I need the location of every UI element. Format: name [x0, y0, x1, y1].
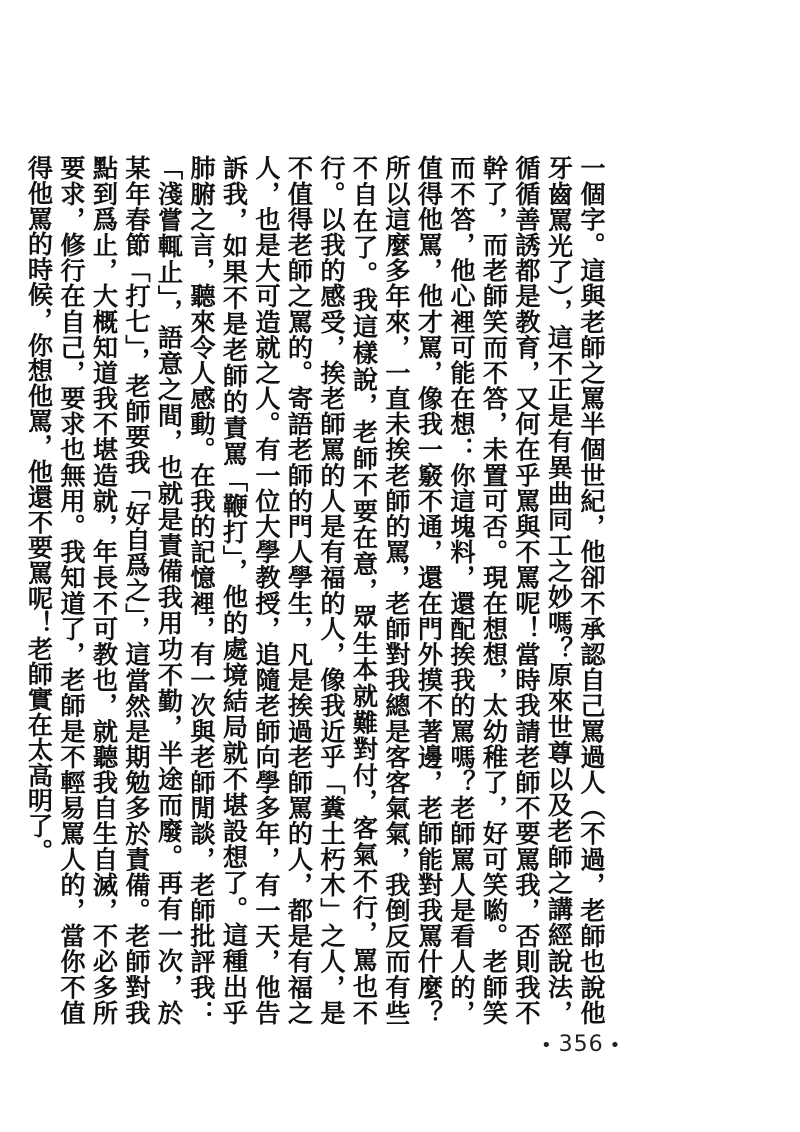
page-number-left-dot: • — [541, 1034, 553, 1056]
page-number: 356 — [558, 1032, 604, 1057]
vertical-body-text: 一個字。這與老師之罵半個世紀，他卻不承認自己罵過人（不過，老師也說他牙齒罵光了），這不正是有異曲同工之妙嗎？原來世尊以及老師之講經說法，循循善誘都是教育，又何在乎罵與不罵呢！當時我請老師不要罵我，否則我不幹了，而老師笑而不答，未置可否。現在想想，太幼稚了，好可笑喲。老師笑而不答，他心裡可能在想：你這塊料，還配挨我的罵嗎？老師罵人是看人的，值得他罵，他才罵，像我一竅不通，還在門外摸不著邊，老師能對我罵什麼？所以這麼多年來，一直未挨老師的罵，老師對我總是客客氣氣，我倒反而有些不自在了。我這樣說，老師不要在意，眾生本就難對付，客氣不行，罵也不行。以我的感受，挨老師罵的人是有福的人，像我近乎「糞土朽木」之人，是不值得老師之罵的。寄語老師的門人學生，凡是挨過老師罵的人，都是有福之人，也是大可造就之人。有一位大學教授，追隨老師向學多年，有一天，他告訴我，如果不是老師的責罵「鞭打」，他的處境結局就不堪設想了。這種出乎肺腑之言，聽來令人感動。在我的記憶裡，有一次與老師閒談，老師批評我：「淺嘗輒止」，語意之間，也就是責備我用功不勤，半途而廢。再有一次，於某年春節「打七」，老師要我「好自爲之」，這當然是期勉多於責備。老師對我點到爲止，大概知道我不堪造就，年長不可教也，就聽我自生自滅，不必多所要求，修行在自己，要求也無用。我知道了，老師是不輕易罵人的，當你不值得他罵的時候，你想他罵，他還不要罵呢！老師實在太高明了。 — [24, 155, 607, 1025]
page-number-footer — [535, 1032, 627, 1057]
page-number-right-dot: • — [609, 1034, 622, 1056]
